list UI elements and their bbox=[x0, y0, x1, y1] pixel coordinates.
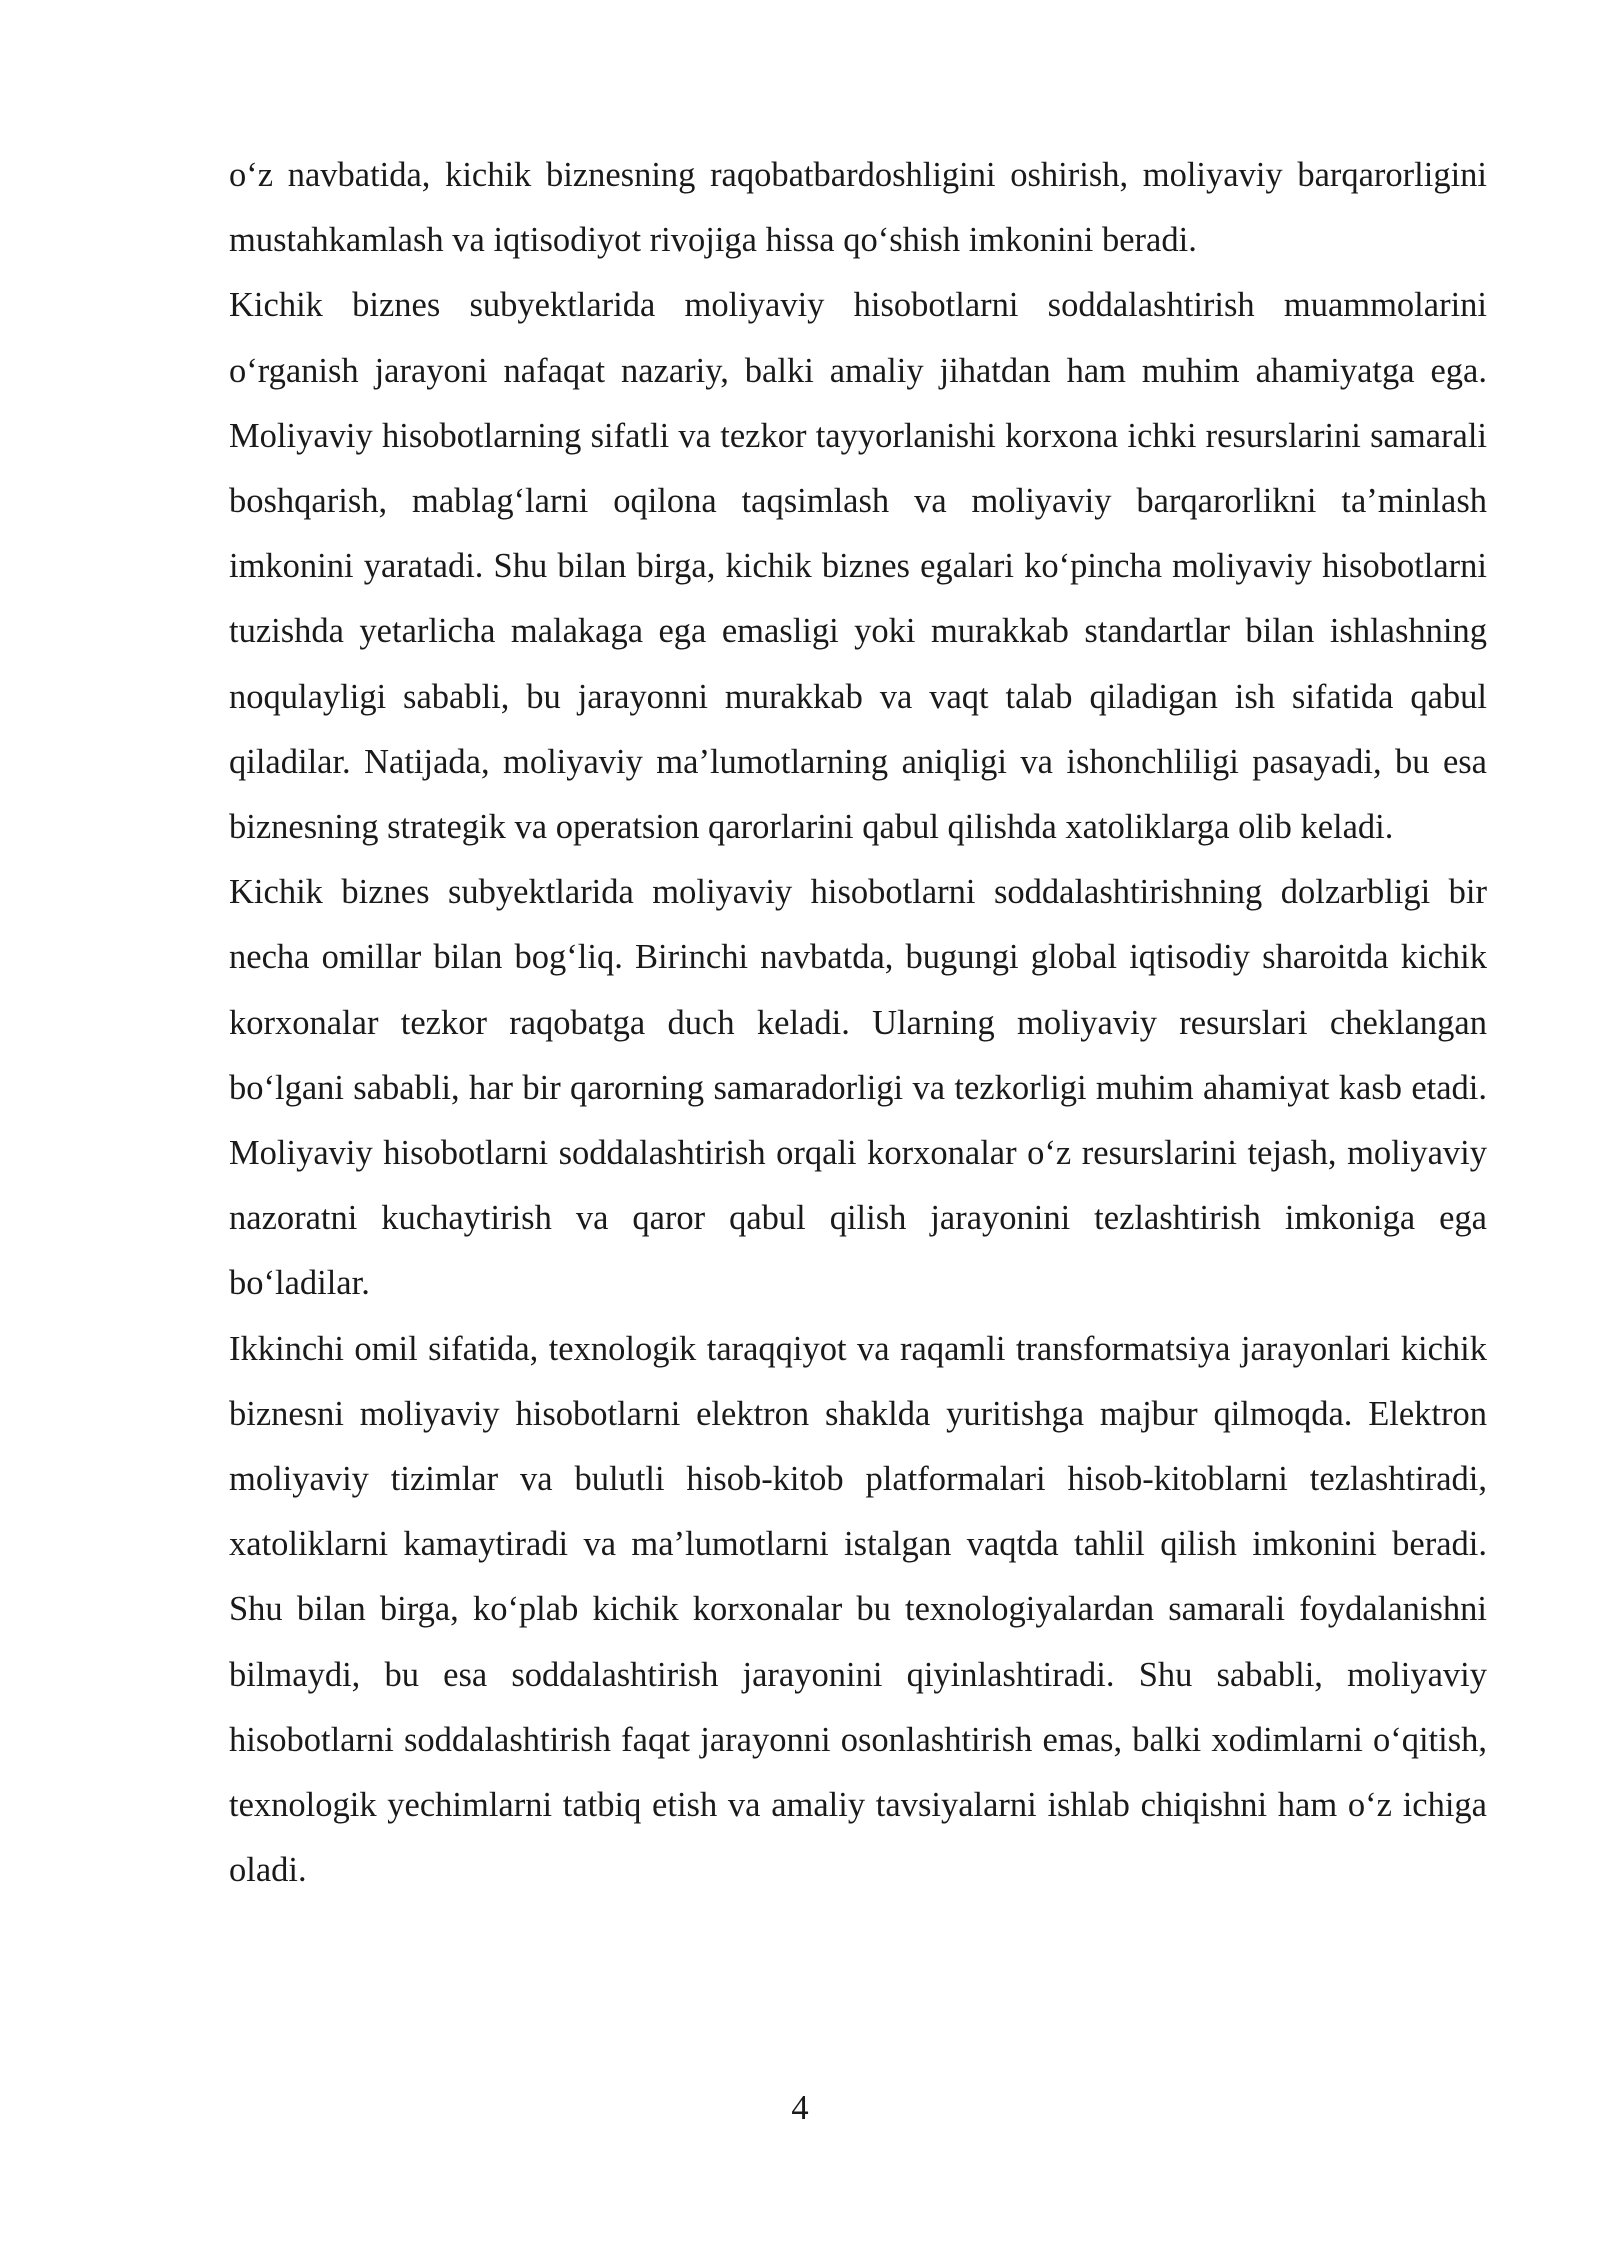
page-number: 4 bbox=[791, 2089, 809, 2127]
paragraph-3: Kichik biznes subyektlarida moliyaviy hisobotlarni soddalashtirishning dolzarbligi bir necha omillar bilan bog‘liq. Birinchi navbatda, bugungi global iqtisodiy sharoitda kichik korxonalar tezkor raqobatga duch keladi. Ularning moliyaviy resurslari cheklangan bo‘lgani sababli, har bir qarorning samaradorligi va tezkorligi muhim ahamiyat kasb etadi. Moliyaviy hisobotlarni soddalashtirish orqali korxonalar o‘z resurslarini tejash, moliyaviy nazoratni kuchaytirish va qaror qabul qilish jarayonini tezlashtirish imkoniga ega bo‘ladilar. bbox=[229, 873, 1487, 1303]
paragraph-1: o‘z navbatida, kichik biznesning raqobatbardoshligini oshirish, moliyaviy barqarorligini mustahkamlash va iqtisodiyot rivojiga hissa qo‘shish imkonini beradi. bbox=[229, 156, 1487, 260]
paragraph-2: Kichik biznes subyektlarida moliyaviy hisobotlarni soddalashtirish muammolarini o‘rganish jarayoni nafaqat nazariy, balki amaliy jihatdan ham muhim ahamiyatga ega. Moliyaviy hisobotlarning sifatli va tezkor tayyorlanishi korxona ichki resurslarini samarali boshqarish, mablag‘larni oqilona taqsimlash va moliyaviy barqarorlikni ta’minlash imkonini yaratadi. Shu bilan birga, kichik biznes egalari ko‘pincha moliyaviy hisobotlarni tuzishda yetarlicha malakaga ega emasligi yoki murakkab standartlar bilan ishlashning noqulayligi sababli, bu jarayonni murakkab va vaqt talab qiladigan ish sifatida qabul qiladilar. Natijada, moliyaviy ma’lumotlarning aniqligi va ishonchliligi pasayadi, bu esa biznesning strategik va operatsion qarorlarini qabul qilishda xatoliklarga olib keladi. bbox=[229, 286, 1487, 847]
body-text bbox=[229, 143, 1487, 1903]
paragraph-4: Ikkinchi omil sifatida, texnologik taraqqiyot va raqamli transformatsiya jarayonlari kichik biznesni moliyaviy hisobotlarni elektron shaklda yuritishga majbur qilmoqda. Elektron moliyaviy tizimlar va bulutli hisob-kitob platformalari hisob-kitoblarni tezlashtiradi, xatoliklarni kamaytiradi va ma’lumotlarni istalgan vaqtda tahlil qilish imkonini beradi. Shu bilan birga, ko‘plab kichik korxonalar bu texnologiyalardan samarali foydalanishni bilmaydi, bu esa soddalashtirish jarayonini qiyinlashtiradi. Shu sababli, moliyaviy hisobotlarni soddalashtirish faqat jarayonni osonlashtirish emas, balki xodimlarni o‘qitish, texnologik yechimlarni tatbiq etish va amaliy tavsiyalarni ishlab chiqishni ham o‘z ichiga oladi. bbox=[229, 1329, 1487, 1890]
